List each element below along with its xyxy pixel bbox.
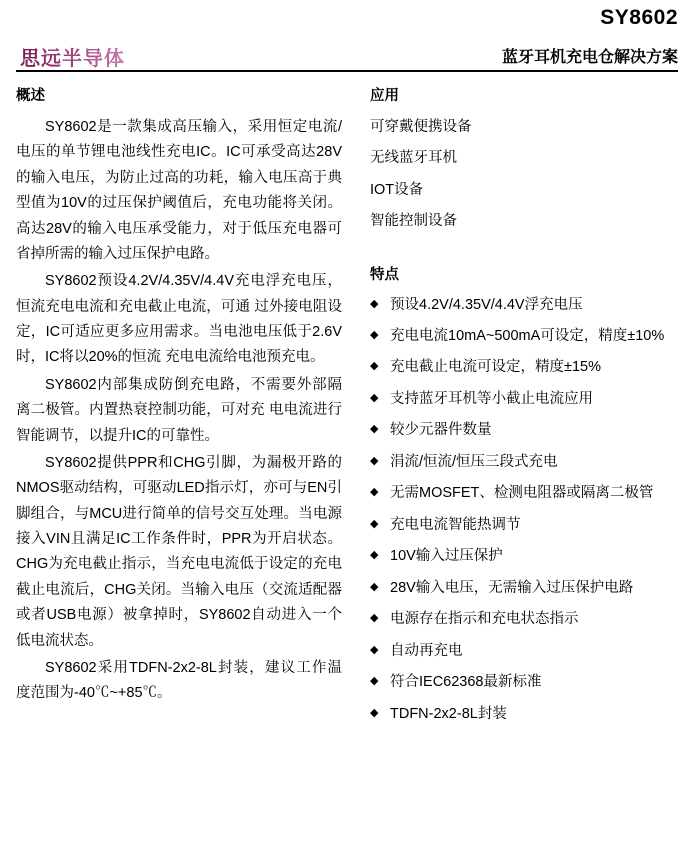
diamond-bullet-icon: ◆ (370, 360, 379, 373)
overview-title: 概述 (16, 88, 45, 104)
list-item (370, 388, 678, 410)
list-item-label: 10V输入过压保护 (390, 548, 503, 565)
list-item-label: 较少元器件数量 (390, 422, 492, 439)
part-number: SY8602 (600, 6, 678, 29)
overview-paragraph: SY8602预设4.2V/4.35V/4.4V充电浮充电压，恒流充电电流和充电截止电流，可通 过外接电阻设定，IC可适应更多应用需求。当电池电压低于2.6V时，IC将以20%的恒流 充电电流给电池预充电。 (16, 273, 342, 366)
diamond-bullet-icon: ◆ (370, 580, 379, 593)
list-item (370, 451, 678, 473)
list-item (370, 514, 678, 536)
diamond-bullet-icon: ◆ (370, 328, 379, 341)
list-item-label: 支持蓝牙耳机等小截止电流应用 (390, 390, 593, 407)
company-logo-text: 思远半导体 (20, 42, 125, 71)
applications-title: 应用 (370, 88, 399, 104)
document-subtitle: 蓝牙耳机充电仓解决方案 (501, 49, 678, 66)
applications-features-column (352, 84, 678, 734)
list-item-label: 充电截止电流可设定，精度±15% (390, 359, 601, 376)
diamond-bullet-icon: ◆ (370, 423, 379, 436)
diamond-bullet-icon: ◆ (370, 549, 379, 562)
list-item-label: 无需MOSFET、检测电阻器或隔离二极管 (390, 485, 654, 502)
list-item (370, 608, 678, 630)
diamond-bullet-icon: ◆ (370, 454, 379, 467)
list-item-label: 28V输入电压，无需输入过压保护电路 (390, 579, 634, 596)
list-item (370, 703, 678, 725)
list-item-label: 预设4.2V/4.35V/4.4V浮充电压 (390, 296, 583, 313)
list-item (370, 545, 678, 567)
overview-paragraph: SY8602内部集成防倒充电路，不需要外部隔离二极管。内置热衰控制功能，可对充 电电流进行智能调节，以提升IC的可靠性。 (16, 376, 342, 444)
overview-paragraph: SY8602采用TDFN-2x2-8L封装，建议工作温度范围为-40℃~+85℃。 (16, 659, 342, 702)
list-item-label: 符合IEC62368最新标准 (390, 674, 542, 691)
list-item: 智能控制设备 (370, 213, 457, 230)
list-item (370, 482, 678, 504)
header-divider (16, 70, 678, 72)
diamond-bullet-icon: ◆ (370, 517, 379, 530)
list-item (370, 325, 678, 347)
list-item (370, 356, 678, 378)
diamond-bullet-icon: ◆ (370, 675, 379, 688)
diamond-bullet-icon: ◆ (370, 706, 379, 719)
content-columns (16, 84, 678, 734)
list-item (370, 640, 678, 662)
applications-list (370, 115, 678, 235)
overview-paragraph: SY8602是一款集成高压输入，采用恒定电流/电压的单节锂电池线性充电IC。IC可承受高达28V的输入电压，为防止过高的功耗，输入电压高于典型值为10V的过压保护阈值后，充电功能将关闭。高达28V的输入电压承受能力，对于低压充电器可省掉所需的输入过压保护电路。 (16, 119, 342, 262)
diamond-bullet-icon: ◆ (370, 391, 379, 404)
features-list (370, 294, 678, 726)
diamond-bullet-icon: ◆ (370, 297, 379, 310)
list-item-label: 充电电流10mA~500mA可设定，精度±10% (390, 327, 665, 344)
list-item (370, 671, 678, 693)
list-item: IOT设备 (370, 181, 424, 198)
list-item (370, 294, 678, 316)
list-item: 无线蓝牙耳机 (370, 150, 457, 167)
overview-column (16, 84, 352, 734)
list-item: 可穿戴便携设备 (370, 119, 472, 135)
list-item (370, 577, 678, 599)
list-item-label: 自动再充电 (390, 642, 463, 659)
overview-paragraph: SY8602提供PPR和CHG引脚，为漏极开路的NMOS驱动结构，可驱动LED指示灯，亦可与EN引脚组合，与MCU进行简单的信号交互处理。当电源接入VIN且满足IC工作条件时，PPR为开启状态。CHG为充电截止指示，当充电电流低于设定的充电截止电流后，CHG关闭。当输入电压（交流适配器或者USB电源）被拿掉时，SY8602自动进入一个低电流状态。 (16, 454, 342, 649)
list-item-label: 涓流/恒流/恒压三段式充电 (390, 453, 558, 470)
features-title: 特点 (370, 266, 399, 283)
list-item-label: TDFN-2x2-8L封装 (390, 705, 507, 722)
diamond-bullet-icon: ◆ (370, 643, 379, 656)
list-item-label: 充电电流智能热调节 (390, 516, 521, 533)
page-header (16, 0, 678, 72)
diamond-bullet-icon: ◆ (370, 612, 379, 625)
list-item (370, 419, 678, 441)
diamond-bullet-icon: ◆ (370, 486, 379, 499)
list-item-label: 电源存在指示和充电状态指示 (390, 611, 579, 628)
